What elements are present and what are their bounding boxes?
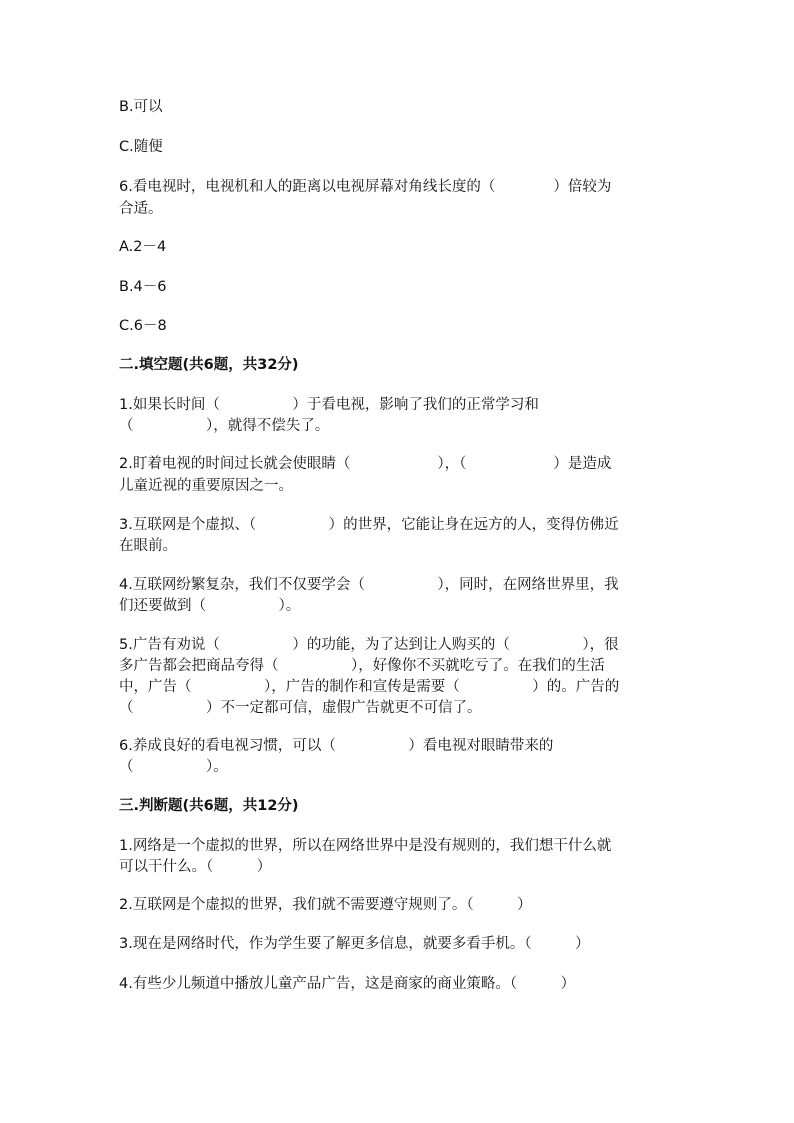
judge-question-1-line-1: 1.网络是一个虚拟的世界，所以在网络世界中是没有规则的，我们想干什么就: [119, 838, 612, 854]
judge-question-2: 2.互联网是个虚拟的世界，我们就不需要遵守规则了。（ ）: [119, 897, 532, 913]
question-6-stem-line-2: 合适。: [119, 201, 163, 217]
fill-question-4-line-1: 4.互联网纷繁复杂，我们不仅要学会（ ），同时，在网络世界里，我: [119, 577, 619, 593]
fill-question-4-line-2: 们还要做到（ ）。: [119, 598, 301, 614]
question-6-stem-line-1: 6.看电视时，电视机和人的距离以电视屏幕对角线长度的（ ）倍较为: [119, 179, 612, 195]
fill-question-3-line-1: 3.互联网是个虚拟、（ ）的世界，它能让身在远方的人，变得仿佛近: [119, 517, 619, 533]
option-b-q6: B.4－6: [119, 279, 167, 295]
fill-question-5-line-4: （ ）不一定都可信，虚假广告就更不可信了。: [119, 700, 482, 716]
fill-question-6-line-1: 6.养成良好的看电视习惯，可以（ ）看电视对眼睛带来的: [119, 738, 554, 754]
option-b-q5: B.可以: [119, 99, 163, 115]
fill-question-5-line-1: 5.广告有劝说（ ）的功能，为了达到让人购买的（ ），很: [119, 637, 619, 653]
fill-question-3-line-2: 在眼前。: [119, 538, 177, 554]
option-c-q6: C.6－8: [119, 318, 167, 334]
fill-question-5-line-3: 中，广告（ ），广告的制作和宣传是需要（ ）的。广告的: [119, 679, 620, 695]
option-a-q6: A.2－4: [119, 239, 167, 255]
judge-question-3: 3.现在是网络时代，作为学生要了解更多信息，就要多看手机。（ ）: [119, 936, 590, 952]
fill-question-1-line-1: 1.如果长时间（ ）于看电视，影响了我们的正常学习和: [119, 397, 539, 413]
judge-question-4: 4.有些少儿频道中播放儿童产品广告，这是商家的商业策略。（ ）: [119, 976, 576, 992]
fill-question-2-line-2: 儿童近视的重要原因之一。: [119, 478, 293, 494]
fill-question-5-line-2: 多广告都会把商品夸得（ ），好像你不买就吃亏了。在我们的生活: [119, 658, 605, 674]
option-c-q5: C.随便: [119, 139, 163, 155]
fill-question-2-line-1: 2.盯着电视的时间过长就会使眼睛（ ），（ ）是造成: [119, 456, 612, 472]
fill-question-1-line-2: （ ），就得不偿失了。: [119, 418, 330, 434]
section-heading-fill-in: 二.填空题(共6题，共32分): [119, 357, 299, 373]
fill-question-6-line-2: （ ）。: [119, 759, 228, 775]
section-heading-true-false: 三.判断题(共6题，共12分): [119, 798, 299, 814]
judge-question-1-line-2: 可以干什么。（ ）: [119, 859, 272, 875]
